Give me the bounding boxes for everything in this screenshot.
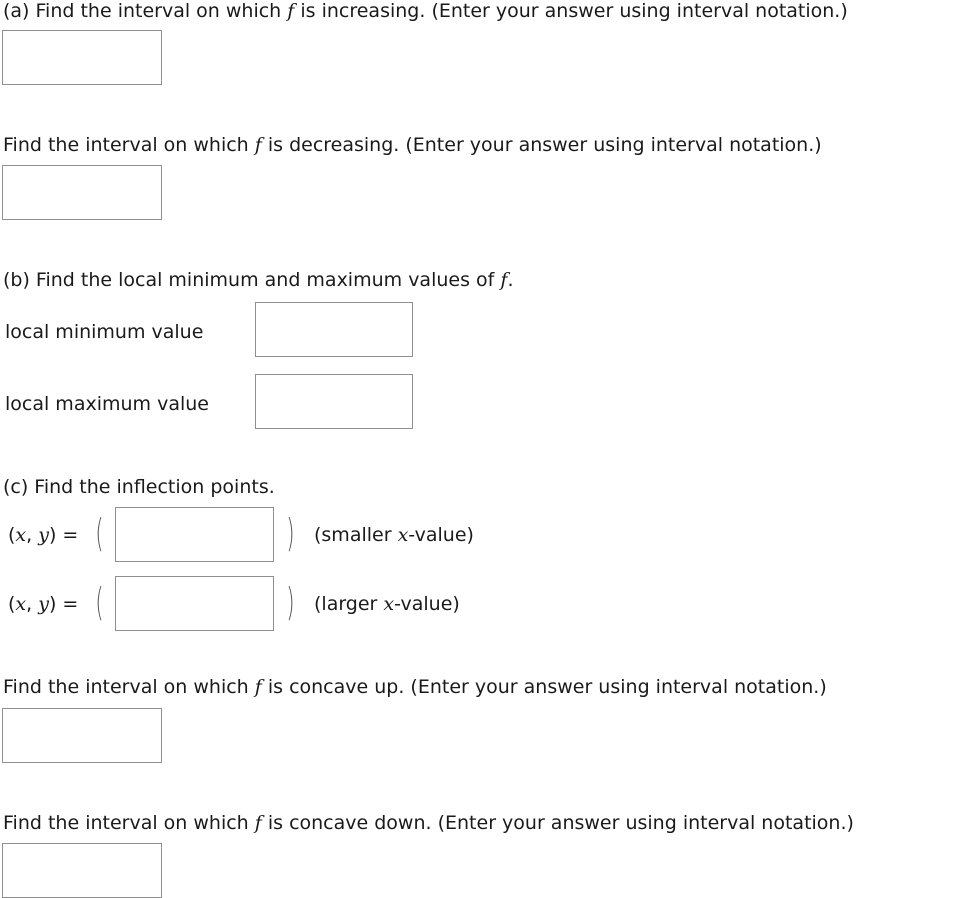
- larger-note-suffix: -value): [394, 593, 460, 615]
- decreasing-question-suffix: is decreasing. (Enter your answer using interval notation.): [261, 134, 822, 156]
- increasing-question: [3, 0, 848, 22]
- smaller-note-suffix: -value): [408, 524, 474, 546]
- inflection-point-smaller-input[interactable]: [115, 507, 274, 562]
- concave-down-question: [3, 812, 854, 834]
- x-var: x: [397, 524, 409, 546]
- right-paren-1: ): [286, 511, 295, 555]
- local-extrema-question-suffix: .: [507, 269, 514, 291]
- decreasing-interval-input[interactable]: [2, 165, 162, 220]
- larger-x-note: [314, 593, 460, 615]
- concave-down-prefix: Find the interval on which: [3, 812, 255, 834]
- xy-comma: ,: [26, 524, 39, 546]
- xy-close-equals: ) =: [48, 593, 79, 615]
- increasing-question-prefix: (a) Find the interval on which: [3, 0, 288, 22]
- y-var: y: [38, 593, 49, 615]
- inflection-question: (c) Find the inflection points.: [3, 476, 275, 498]
- local-min-input[interactable]: [255, 302, 413, 357]
- right-paren-2: ): [286, 580, 295, 624]
- y-var: y: [38, 524, 49, 546]
- xy-open-paren: (: [8, 524, 16, 546]
- increasing-question-suffix: is increasing. (Enter your answer using interval notation.): [294, 0, 848, 22]
- local-extrema-question-prefix: (b) Find the local minimum and maximum values of: [3, 269, 501, 291]
- smaller-x-note: [314, 524, 474, 546]
- concave-up-suffix: is concave up. (Enter your answer using interval notation.): [261, 676, 827, 698]
- function-f: f: [287, 0, 295, 22]
- left-paren-1: (: [95, 511, 104, 555]
- function-f: f: [254, 812, 262, 834]
- concave-up-input[interactable]: [2, 708, 162, 763]
- function-f: f: [500, 269, 508, 291]
- xy-open-paren: (: [8, 593, 16, 615]
- function-f: f: [254, 134, 262, 156]
- concave-up-question: [3, 676, 827, 698]
- x-var: x: [15, 524, 27, 546]
- x-var: x: [383, 593, 395, 615]
- decreasing-question: [3, 134, 822, 156]
- local-extrema-question: [3, 269, 513, 291]
- smaller-note-prefix: (smaller: [314, 524, 398, 546]
- local-max-input[interactable]: [255, 374, 413, 429]
- xy-label-1: [8, 524, 78, 546]
- decreasing-question-prefix: Find the interval on which: [3, 134, 255, 156]
- xy-close-equals: ) =: [48, 524, 79, 546]
- concave-down-input[interactable]: [2, 843, 162, 898]
- inflection-point-larger-input[interactable]: [115, 576, 274, 631]
- concave-down-suffix: is concave down. (Enter your answer using interval notation.): [261, 812, 854, 834]
- function-f: f: [254, 676, 262, 698]
- larger-note-prefix: (larger: [314, 593, 384, 615]
- concave-up-prefix: Find the interval on which: [3, 676, 255, 698]
- local-min-label: local minimum value: [5, 321, 204, 343]
- local-max-label: local maximum value: [5, 393, 209, 415]
- increasing-interval-input[interactable]: [2, 30, 162, 85]
- xy-label-2: [8, 593, 78, 615]
- left-paren-2: (: [95, 580, 104, 624]
- x-var: x: [15, 593, 27, 615]
- xy-comma: ,: [26, 593, 39, 615]
